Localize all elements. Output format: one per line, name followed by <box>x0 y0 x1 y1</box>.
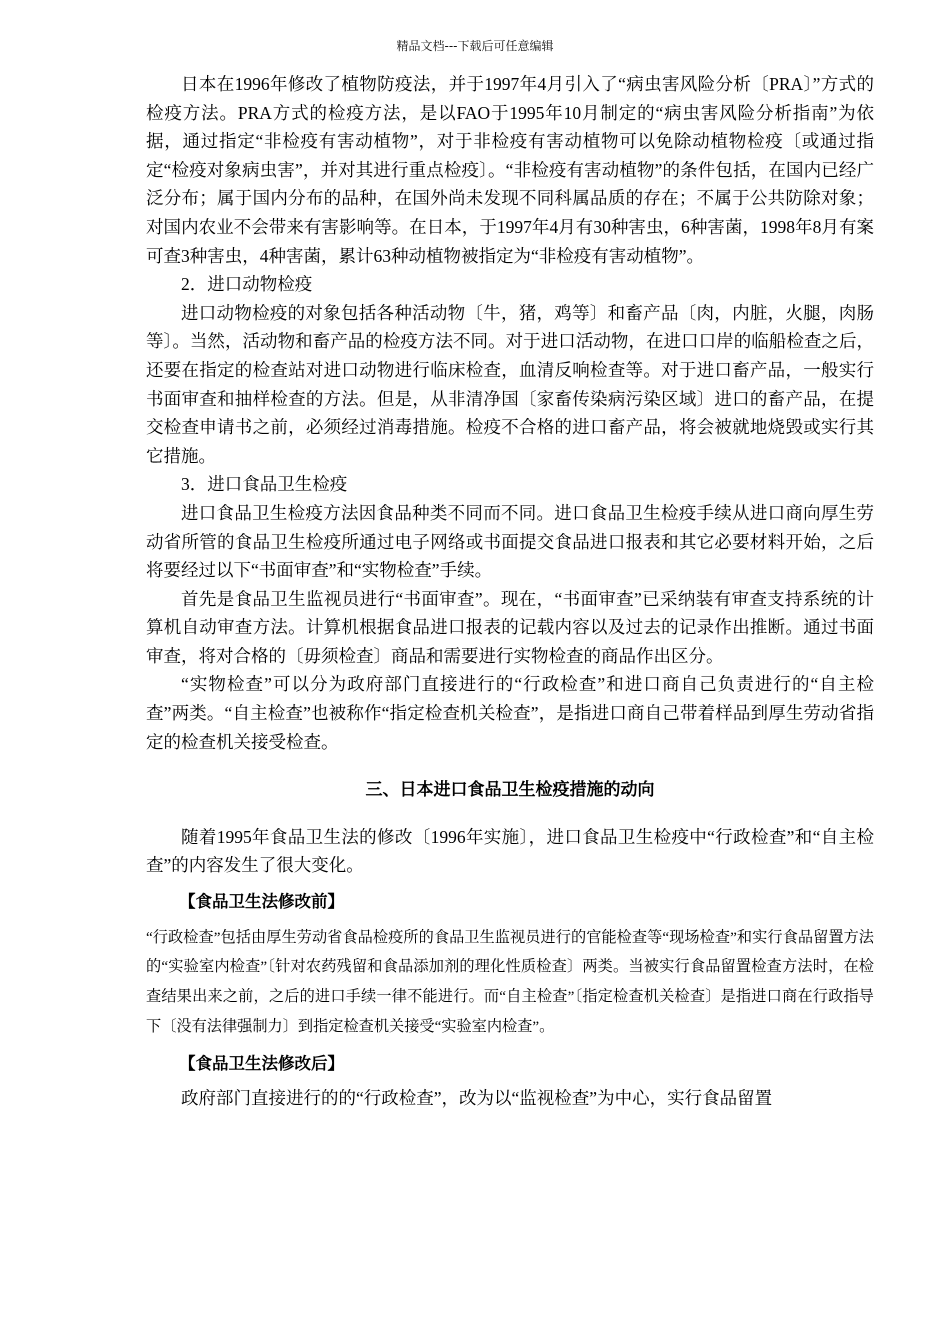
section-title: 三、日本进口食品卫生检疫措施的动向 <box>365 780 655 801</box>
paragraph-plant-quarantine: 日本在1996年修改了植物防疫法，并于1997年4月引入了“病虫害风险分析〔PRA〕”方式的检疫方法。PRA方式的检疫方法，是以FAO于1995年10月制定的“病虫害风险分析指南”为依据，通过指定“非检疫有害动植物”，对于非检疫有害动植物可以免除动植物检疫〔或通过指定“检疫对象病虫害”，并对其进行重点检疫〕。“非检疫有害动植物”的条件包括，在国内已经广泛分布；属于国内分布的品种，在国外尚未发现不同科属品质的存在；不属于公共防除对象；对国内农业不会带来有害影响等。在日本，于1997年4月有30种害虫，6种害菌，1998年8月有案可查3种害虫，4种害菌，累计63种动植物被指定为“非检疫有害动植物”。 <box>146 74 874 266</box>
subtitle-after-revision: 【食品卫生法修改后】 <box>179 1053 344 1073</box>
subtitle-before-revision: 【食品卫生法修改前】 <box>179 892 344 912</box>
page-header: 精品文档---下载后可任意编辑 <box>396 39 554 53</box>
paragraph-after-revision: 政府部门直接进行的的“行政检查”，改为以“监视检查”为中心，实行食品留置 <box>181 1088 773 1109</box>
paragraph-physical-inspection: “实物检查”可以分为政府部门直接进行的“行政检查”和进口商自己负责进行的“自主检查”两类。“自主检查”也被称作“指定检查机关检查”，是指进口商自己带着样品到厚生劳动省指定的检查机关接受检查。 <box>146 674 874 752</box>
paragraph-law-revision: 随着1995年食品卫生法的修改〔1996年实施〕，进口食品卫生检疫中“行政检查”和“自主检查”的内容发生了很大变化。 <box>146 826 874 876</box>
subheading-food-hygiene: 3．进口食品卫生检疫 <box>181 474 348 495</box>
document-body <box>146 70 874 1113</box>
paragraph-before-revision: “行政检查”包括由厚生劳动省食品检疫所的食品卫生监视员进行的官能检查等“现场检查”和实行食品留置方法的“实验室内检查”〔针对农药残留和食品添加剂的理化性质检查〕两类。当被实行食品留置检查方法时，在检查结果出来之前，之后的进口手续一律不能进行。而“自主检查”〔指定检查机关检查〕是指进口商在行政指导下〔没有法律强制力〕到指定检查机关接受“实验室内检查”。 <box>146 928 874 1036</box>
paragraph-document-review: 首先是食品卫生监视员进行“书面审查”。现在，“书面审查”已采纳装有审查支持系统的计算机自动审查方法。计算机根据食品进口报表的记载内容以及过去的记录作出推断。通过书面审查，将对合格的〔毋须检查〕商品和需要进行实物检查的商品作出区分。 <box>146 588 874 666</box>
paragraph-food-hygiene-procedure: 进口食品卫生检疫方法因食品种类不同而不同。进口食品卫生检疫手续从进口商向厚生劳动省所管的食品卫生检疫所通过电子网络或书面提交食品进口报表和其它必要材料开始，之后将要经过以下“书面审查”和“实物检查”手续。 <box>146 502 874 581</box>
subheading-animal-quarantine: 2．进口动物检疫 <box>181 274 313 295</box>
paragraph-animal-quarantine: 进口动物检疫的对象包括各种活动物〔牛，猪，鸡等〕和畜产品〔肉，内脏，火腿，肉肠等〕。当然，活动物和畜产品的检疫方法不同。对于进口活动物，在进口口岸的临船检查之后，还要在指定的检查站对进口动物进行临床检查，血清反响检查等。对于进口畜产品，一般实行书面审查和抽样检查的方法。但是，从非清净国〔家畜传染病污染区域〕进口的畜产品，在提交检查申请书之前，必须经过消毒措施。检疫不合格的进口畜产品，将会被就地烧毁或实行其它措施。 <box>146 302 874 466</box>
